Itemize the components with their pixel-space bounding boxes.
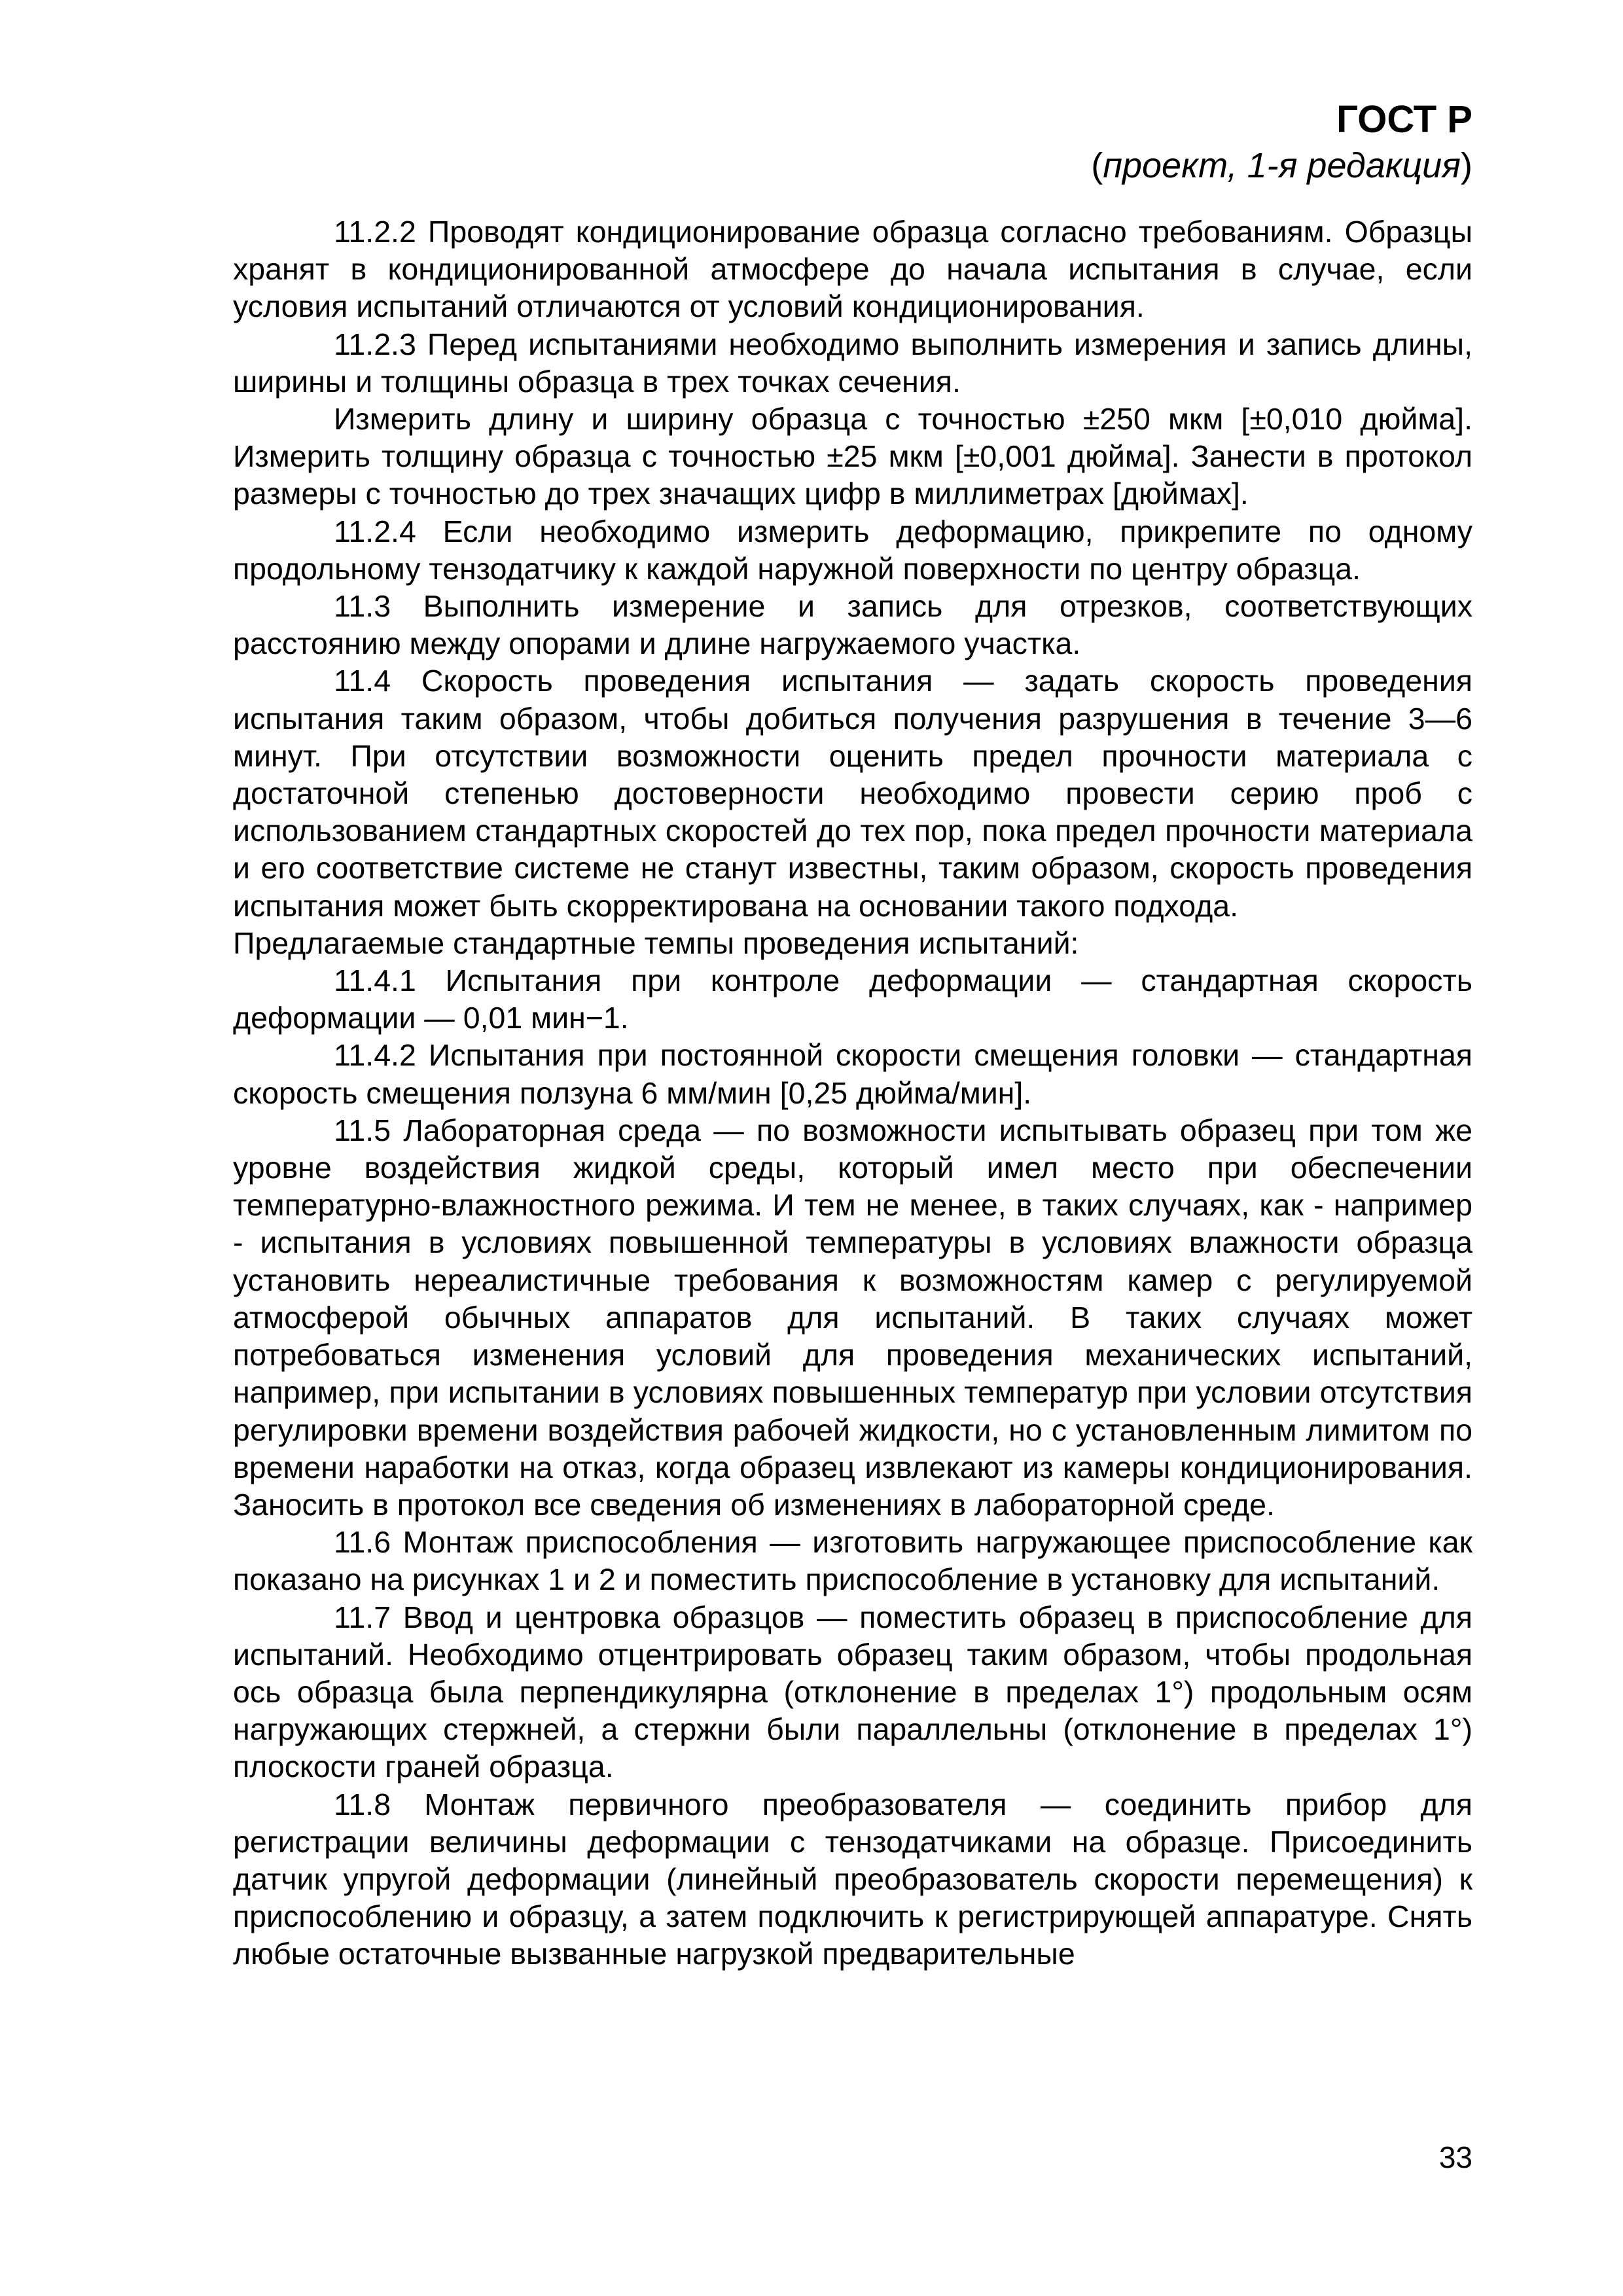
paragraph-11-5: 11.5 Лабораторная среда — по возможности испытывать образец при том же уровне воздействия жидкой среды, который имел место при обеспечении температурно-влажностного режима. И тем не менее, в таких случаях, как - например - испытания в условиях повышенной температуры в условиях влажности образца установить нереалистичные требования к возможностям камер с регулируемой атмосферой обычных аппаратов для испытаний. В таких случаях может потребоваться изменения условий для проведения механических испытаний, например, при испытании в условиях повышенных температур при условии отсутствия регулировки времени воздействия рабочей жидкости, но с установленным лимитом по времени наработки на отказ, когда образец извлекают из камеры кондиционирования. Заносить в протокол все сведения об изменениях в лабораторной среде. [233, 1113, 1472, 1522]
paragraph-11-2-2: 11.2.2 Проводят кондиционирование образца согласно требованиям. Образцы хранят в кондиционированной атмосфере до начала испытания в случае, если условия испытаний отличаются от условий кондиционирования. [233, 215, 1472, 324]
edition-note-close: ) [1461, 146, 1472, 185]
standard-title: ГОСТ Р [1336, 98, 1472, 141]
body-text [233, 213, 1472, 1973]
edition-note [1091, 143, 1472, 188]
paragraph-proposed-rates: Предлагаемые стандартные темпы проведения испытаний: [233, 925, 1079, 960]
document-header [1091, 97, 1472, 188]
edition-note-open: ( [1091, 146, 1103, 185]
paragraph-11-7: 11.7 Ввод и центровка образцов — поместить образец в приспособление для испытаний. Необходимо отцентрировать образец таким образом, чтобы продольная ось образца была перпендикулярна (отклонение в пределах 1°) продольным осям нагружающих стержней, а стержни были параллельны (отклонение в пределах 1°) плоскости граней образца. [233, 1600, 1472, 1784]
paragraph-11-4-1: 11.4.1 Испытания при контроле деформации — стандартная скорость деформации — 0,01 мин−1. [233, 963, 1472, 1035]
paragraph-11-4-2: 11.4.2 Испытания при постоянной скорости смещения головки — стандартная скорость смещения ползуна 6 мм/мин [0,25 дюйма/мин]. [233, 1038, 1472, 1110]
paragraph-11-8: 11.8 Монтаж первичного преобразователя — соединить прибор для регистрации величины деформации с тензодатчиками на образце. Присоединить датчик упругой деформации (линейный преобразователь скорости перемещения) к приспособлению и образцу, а затем подключить к регистрирующей аппаратуре. Снять любые остаточные вызванные нагрузкой предварительные [233, 1787, 1472, 1971]
paragraph-11-2-4: 11.2.4 Если необходимо измерить деформацию, прикрепите по одному продольному тензодатчику к каждой наружной поверхности по центру образца. [233, 514, 1472, 586]
paragraph-11-4: 11.4 Скорость проведения испытания — задать скорость проведения испытания таким образом, чтобы добиться получения разрушения в течение 3—6 минут. При отсутствии возможности оценить предел прочности материала с достаточной степенью достоверности необходимо провести серию проб с использованием стандартных скоростей до тех пор, пока предел прочности материала и его соответствие системе не станут известны, таким образом, скорость проведения испытания может быть скорректирована на основании такого подхода. [233, 664, 1472, 923]
edition-note-text: проект, 1-я редакция [1103, 146, 1461, 185]
page-number: 33 [1438, 2140, 1472, 2174]
paragraph-11-6: 11.6 Монтаж приспособления — изготовить нагружающее приспособление как показано на рисунках 1 и 2 и поместить приспособление в установку для испытаний. [233, 1525, 1472, 1597]
paragraph-11-3: 11.3 Выполнить измерение и запись для отрезков, соответствующих расстоянию между опорами и длине нагружаемого участка. [233, 589, 1472, 661]
paragraph-11-2-3: 11.2.3 Перед испытаниями необходимо выполнить измерения и запись длины, ширины и толщины образца в трех точках сечения. [233, 327, 1472, 399]
paragraph-measure-dimensions: Измерить длину и ширину образца с точностью ±250 мкм [±0,010 дюйма]. Измерить толщину образца с точностью ±25 мкм [±0,001 дюйма]. Занести в протокол размеры с точностью до трех значащих цифр в миллиметрах [дюймах]. [233, 402, 1472, 511]
